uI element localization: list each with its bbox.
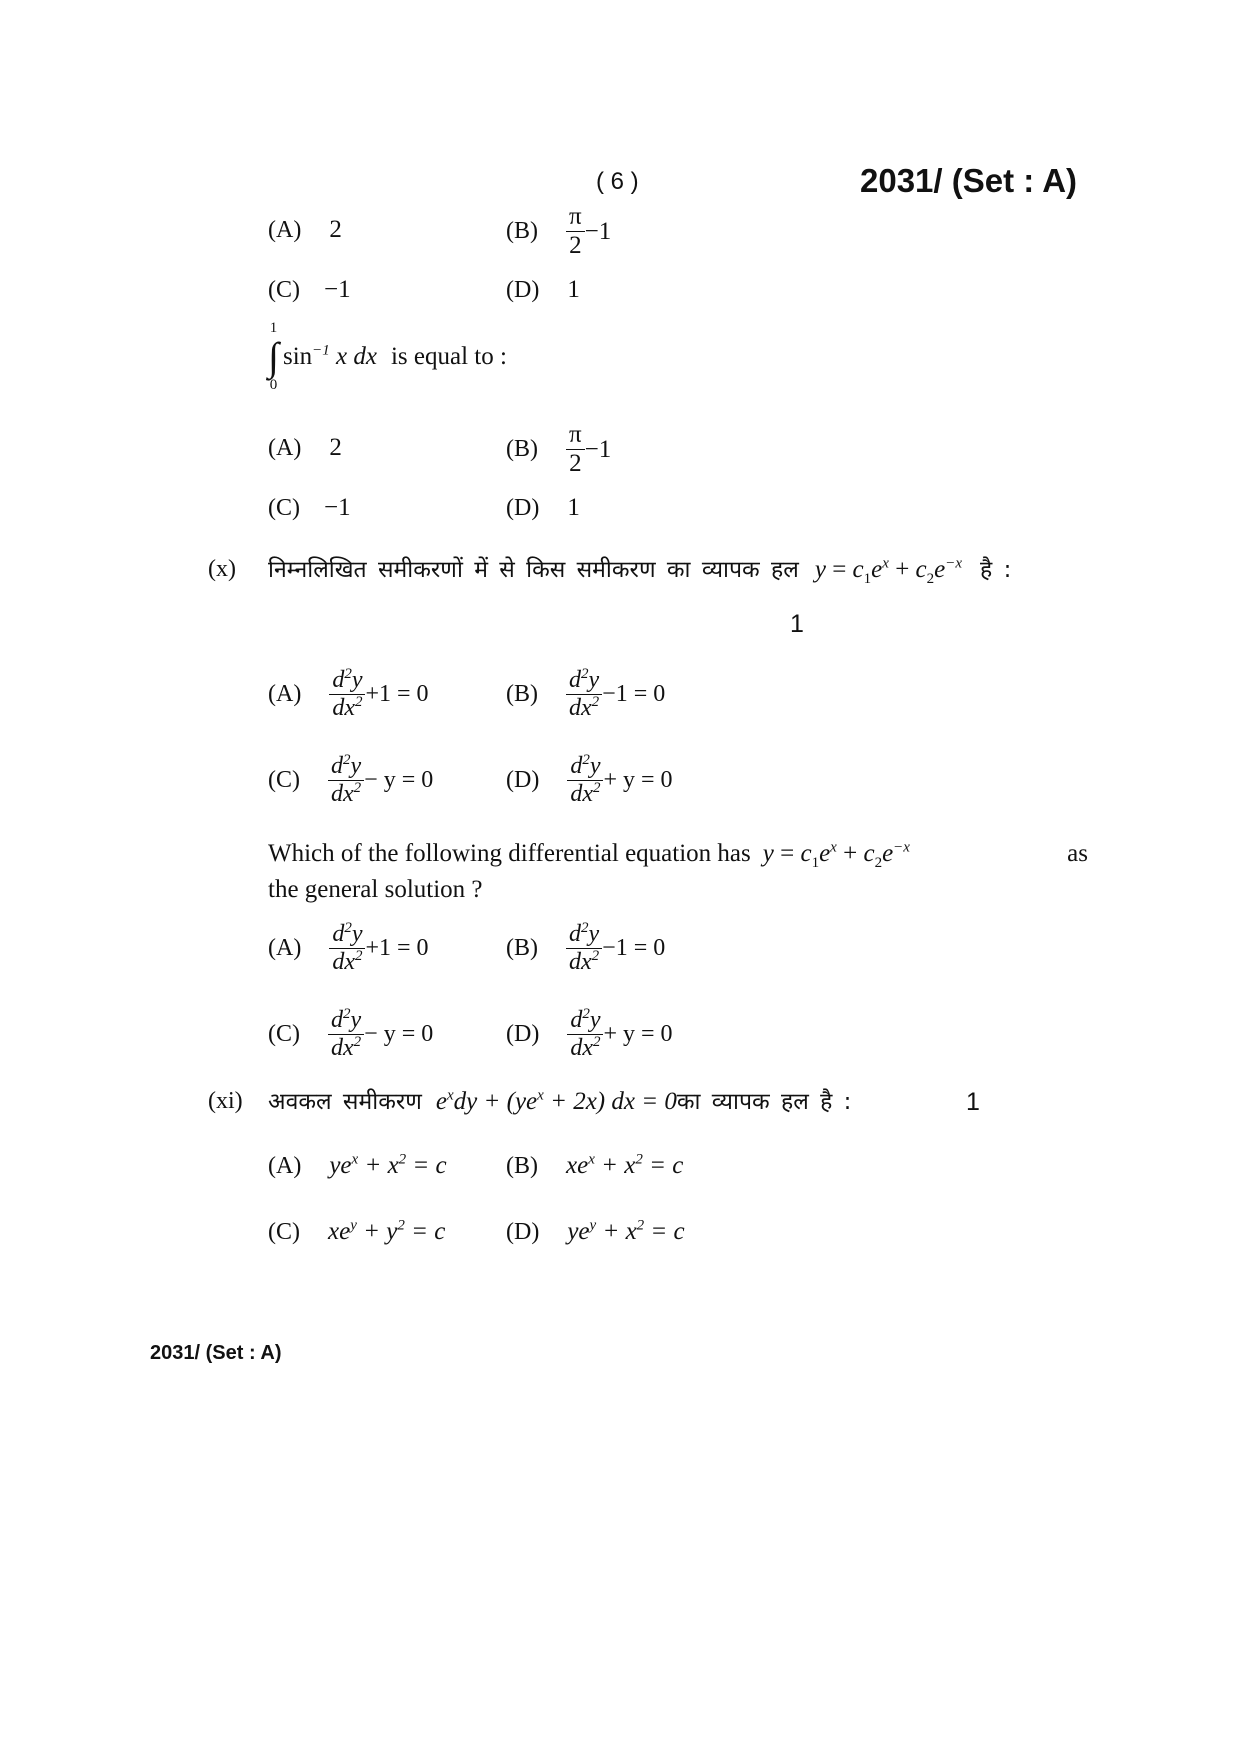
hindi-text: निम्नलिखित समीकरणों में से किस समीकरण का व्यापक हल	[268, 557, 799, 583]
exp-a: x	[351, 1151, 359, 1168]
option-equation	[328, 754, 433, 807]
option-d	[506, 1008, 673, 1061]
question-text-hindi	[268, 552, 1012, 587]
exp: 2	[581, 920, 589, 936]
option-label: (A)	[268, 935, 302, 962]
option-d	[506, 276, 580, 304]
exp-a: x	[588, 1151, 595, 1168]
sol-e2: e	[882, 840, 894, 867]
option-a	[268, 434, 342, 462]
option-equation	[329, 668, 428, 721]
option-c	[268, 1218, 445, 1246]
inverse-exponent: −1	[312, 342, 330, 359]
option-b	[506, 668, 665, 721]
sol-y: y	[814, 556, 826, 583]
rhs: + y = 0	[603, 767, 673, 794]
exp: 2	[592, 780, 601, 797]
option-label: (B)	[506, 1152, 538, 1179]
option-c	[268, 494, 351, 522]
option-label: (B)	[506, 218, 538, 245]
sol-exp1: x	[830, 839, 837, 856]
dx: dx	[569, 949, 592, 976]
derivative-fraction	[567, 754, 603, 807]
function-name: sin	[282, 343, 313, 370]
derivative-fraction	[567, 1008, 603, 1061]
option-value: −1	[324, 276, 351, 303]
dx: dx	[569, 695, 592, 722]
page-number: ( 6 )	[596, 168, 639, 195]
option-b	[506, 204, 611, 260]
d: d	[569, 921, 581, 947]
integral-sign	[268, 320, 279, 394]
sol-sub1: 1	[863, 571, 872, 587]
exp: 2	[581, 666, 589, 682]
exp: 2	[354, 948, 363, 965]
option-d	[506, 494, 580, 522]
option-d	[506, 1218, 685, 1246]
option-tail: −1	[584, 217, 612, 245]
integrand	[283, 343, 377, 371]
exp-b: 2	[635, 1151, 643, 1168]
exp: 2	[353, 780, 362, 797]
rhs: + y = 0	[603, 1021, 673, 1048]
option-a	[268, 216, 342, 244]
term-c: = c	[650, 1218, 685, 1245]
option-label: (C)	[268, 1021, 300, 1048]
rhs: −1 = 0	[602, 935, 666, 962]
option-label: (C)	[268, 276, 300, 303]
option-label: (B)	[506, 681, 538, 708]
term-b: + x	[602, 1218, 637, 1245]
upper-limit: 1	[269, 320, 278, 336]
option-value: 1	[567, 494, 580, 521]
eq-exp2: x	[537, 1087, 544, 1104]
set-code-header: 2031/ (Set : A)	[860, 162, 1078, 199]
integral-question	[268, 320, 507, 394]
english-line1: Which of the following differential equation has	[268, 840, 751, 867]
option-equation	[567, 754, 672, 807]
hindi-post: का व्यापक हल है :	[676, 1089, 852, 1115]
derivative-fraction	[328, 1008, 364, 1061]
option-label: (A)	[268, 434, 302, 461]
option-c	[268, 276, 351, 304]
sol-e1: e	[871, 556, 883, 583]
derivative-fraction	[329, 668, 365, 721]
question-text-english-2: the general solution ?	[268, 876, 483, 903]
question-text-english	[268, 839, 1088, 871]
option-value: −1	[324, 494, 351, 521]
option-label: (A)	[268, 216, 302, 243]
option-a	[268, 922, 429, 975]
exp: 2	[354, 694, 363, 711]
term-a: xe	[566, 1152, 589, 1179]
option-value: 1	[567, 276, 580, 303]
option-label: (D)	[506, 767, 540, 794]
sol-c2: c	[863, 840, 875, 867]
option-label: (D)	[506, 276, 540, 303]
exp: 2	[591, 694, 600, 711]
option-a	[268, 668, 429, 721]
question-number: (xi)	[208, 1088, 243, 1114]
option-label: (B)	[506, 935, 538, 962]
term-c: = c	[411, 1218, 446, 1245]
sol-plus: +	[895, 556, 910, 583]
option-equation	[566, 1152, 683, 1180]
sol-sub1: 1	[811, 855, 820, 871]
option-label: (A)	[268, 681, 302, 708]
d: d	[332, 667, 345, 693]
option-label: (A)	[268, 1152, 302, 1179]
y: y	[350, 753, 362, 779]
derivative-fraction	[566, 922, 602, 975]
derivative-fraction	[566, 668, 602, 721]
option-a	[268, 1152, 447, 1180]
rhs: +1 = 0	[365, 935, 429, 962]
integral-symbol: ∫	[268, 334, 279, 379]
english-as: as	[1067, 840, 1088, 867]
rhs: − y = 0	[364, 767, 434, 794]
d: d	[331, 753, 343, 779]
rhs: +1 = 0	[365, 681, 429, 708]
rhs: −1 = 0	[602, 681, 666, 708]
eq-part3: + 2x) dx = 0	[550, 1088, 677, 1115]
marks: 1	[966, 1088, 980, 1116]
sol-eq: =	[832, 556, 847, 583]
rhs: − y = 0	[364, 1021, 434, 1048]
option-d	[506, 754, 673, 807]
option-label: (D)	[506, 1218, 540, 1245]
option-equation	[328, 1218, 445, 1246]
y: y	[589, 753, 601, 779]
option-label: (D)	[506, 494, 540, 521]
option-equation	[329, 1152, 446, 1180]
integral-tail: is equal to :	[390, 343, 507, 370]
d: d	[332, 921, 345, 947]
term-c: = c	[412, 1152, 447, 1179]
option-equation	[566, 922, 665, 975]
y: y	[588, 921, 600, 947]
term-b: + x	[601, 1152, 636, 1179]
option-label: (C)	[268, 1218, 300, 1245]
option-equation	[567, 1008, 672, 1061]
sol-sub2: 2	[926, 571, 935, 587]
question-text-hindi	[268, 1084, 851, 1116]
exp: 2	[344, 666, 352, 682]
option-c	[268, 754, 433, 807]
denominator: 2	[566, 231, 585, 259]
term-c: = c	[649, 1152, 684, 1179]
eq-exp1: x	[447, 1087, 454, 1104]
exp-b: 2	[636, 1217, 645, 1234]
d: d	[570, 753, 583, 779]
exp: 2	[353, 1034, 362, 1051]
option-label: (C)	[268, 494, 300, 521]
exp-a: y	[350, 1217, 357, 1234]
sol-e1: e	[819, 840, 831, 867]
d: d	[569, 667, 581, 693]
sol-exp1: x	[882, 555, 889, 572]
option-value: 2	[329, 216, 342, 243]
dx: dx	[331, 781, 354, 808]
general-solution	[762, 839, 910, 871]
option-tail: −1	[584, 435, 612, 463]
sol-e2: e	[934, 556, 946, 583]
option-b	[506, 422, 611, 478]
y: y	[351, 921, 363, 947]
eq-part2: dy + (ye	[453, 1088, 538, 1115]
sol-c1: c	[800, 840, 812, 867]
sol-c1: c	[852, 556, 864, 583]
derivative-fraction	[329, 922, 365, 975]
option-label: (C)	[268, 767, 300, 794]
lower-limit: 0	[269, 377, 278, 393]
term-a: ye	[567, 1218, 590, 1245]
exp: 2	[344, 920, 352, 936]
exp-a: y	[589, 1217, 597, 1234]
sol-eq: =	[780, 840, 795, 867]
term-b: + y	[363, 1218, 398, 1245]
question-number: (x)	[208, 556, 236, 582]
numerator: π	[569, 203, 582, 230]
sol-c2: c	[915, 556, 927, 583]
term-a: ye	[329, 1152, 352, 1179]
y: y	[588, 667, 600, 693]
sol-sub2: 2	[874, 855, 883, 871]
exp: 2	[582, 752, 590, 768]
exp: 2	[582, 1006, 590, 1022]
option-value: 2	[329, 434, 342, 461]
sol-plus: +	[843, 840, 858, 867]
integrand-variable: x dx	[336, 343, 377, 370]
sol-y: y	[762, 840, 774, 867]
set-code-footer: 2031/ (Set : A)	[150, 1342, 282, 1364]
numerator: π	[569, 421, 582, 448]
hindi-end: है :	[980, 557, 1012, 583]
dx: dx	[331, 1035, 354, 1062]
option-c	[268, 1008, 433, 1061]
hindi-pre: अवकल समीकरण	[268, 1089, 422, 1115]
sol-exp2: −x	[945, 555, 963, 572]
y: y	[589, 1007, 601, 1033]
fraction	[566, 422, 585, 478]
exp-b: 2	[397, 1217, 405, 1234]
denominator: 2	[566, 449, 585, 477]
dx: dx	[332, 695, 355, 722]
exp: 2	[343, 752, 351, 768]
option-equation	[566, 668, 665, 721]
d: d	[331, 1007, 343, 1033]
y: y	[351, 667, 363, 693]
derivative-fraction	[328, 754, 364, 807]
dx: dx	[332, 949, 355, 976]
option-b	[506, 922, 665, 975]
exp: 2	[343, 1006, 351, 1022]
option-equation	[567, 1218, 684, 1246]
d: d	[570, 1007, 583, 1033]
term-b: + x	[364, 1152, 399, 1179]
exp-b: 2	[398, 1151, 407, 1168]
option-label: (D)	[506, 1021, 540, 1048]
option-label: (B)	[506, 436, 538, 463]
sol-exp2: −x	[893, 839, 910, 856]
option-equation	[329, 922, 428, 975]
exp: 2	[591, 948, 600, 965]
fraction	[566, 204, 585, 260]
dx: dx	[570, 781, 593, 808]
y: y	[350, 1007, 362, 1033]
eq-part1: e	[435, 1088, 447, 1115]
term-a: xe	[328, 1218, 351, 1245]
general-solution	[814, 555, 963, 587]
option-equation	[328, 1008, 433, 1061]
dx: dx	[570, 1035, 593, 1062]
differential-equation	[436, 1088, 677, 1116]
exp: 2	[592, 1034, 601, 1051]
marks: 1	[790, 610, 804, 638]
option-b	[506, 1152, 683, 1180]
